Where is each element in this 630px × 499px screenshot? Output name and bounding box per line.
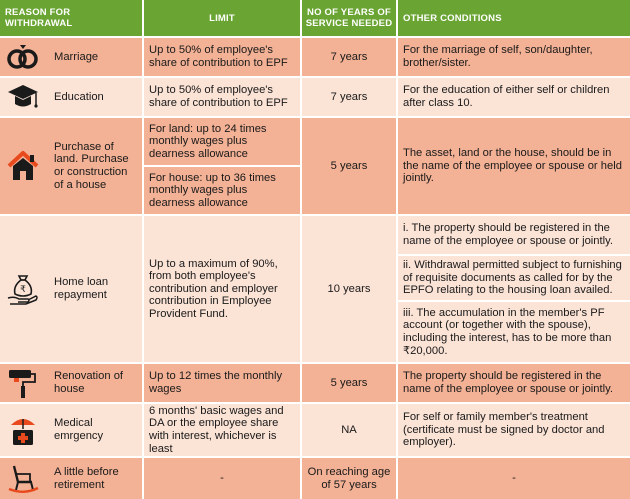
row-renovation-limit: Up to 12 times the monthly wages (144, 364, 300, 402)
reason-label: Medical emrgency (54, 417, 104, 442)
row-homeloan-years: 10 years (302, 216, 396, 362)
row-retirement-limit: - (144, 458, 300, 499)
row-medical-reason (0, 404, 142, 456)
row-retirement-years: On reaching age of 57 years (302, 458, 396, 499)
header-conditions: OTHER CONDITIONS (398, 0, 630, 36)
reason-label: Home loan repayment (54, 276, 109, 301)
row-homeloan-condition-3: iii. The accumulation in the member's PF account (or together with the spouse), including the interest, has to be more than ₹20,000. (398, 302, 630, 362)
row-homeloan-condition-1: i. The property should be registered in the name of the employee or spouse or jointly. (398, 216, 630, 254)
row-purchase-limit-land: For land: up to 24 times monthly wages plus dearness allowance (144, 118, 300, 165)
row-education-limit: Up to 50% of employee's share of contribution to EPF (144, 78, 300, 116)
reason-label: A little before retirement (54, 465, 119, 491)
row-marriage-years: 7 years (302, 38, 396, 76)
row-homeloan-reason (0, 216, 142, 362)
row-purchase-limit-house: For house: up to 36 times monthly wages plus dearness allowance (144, 167, 300, 214)
row-marriage-limit: Up to 50% of employee's share of contribution to EPF (144, 38, 300, 76)
row-purchase-conditions: The asset, land or the house, should be in the name of the employee or spouse or held jointly. (398, 118, 630, 214)
header-reason: REASON FOR WITHDRAWAL (0, 0, 142, 36)
row-purchase-years: 5 years (302, 118, 396, 214)
row-marriage-reason (0, 38, 142, 76)
rupee-money-bag-icon (6, 272, 40, 306)
medical-kit-umbrella-icon (6, 413, 40, 447)
row-retirement-conditions: - (398, 458, 630, 499)
row-renovation-reason (0, 364, 142, 402)
row-homeloan-condition-2: ii. Withdrawal permitted subject to furnishing of requisite documents as called for by the EPFO relating to the housing loan availed. (398, 256, 630, 300)
wedding-rings-icon (6, 40, 40, 74)
reason-label: Marriage (54, 50, 99, 63)
row-medical-limit: 6 months' basic wages and DA or the employee share with interest, whichever is least (144, 404, 300, 456)
row-medical-conditions: For self or family member's treatment (certificate must be signed by doctor and employer). (398, 404, 630, 456)
reason-label: Renovation of house (54, 370, 124, 395)
rocking-chair-icon (6, 462, 40, 496)
row-homeloan-limit: Up to a maximum of 90%, from both employee's contribution and employer contribution in Employee Provident Fund. (144, 216, 300, 362)
graduation-cap-icon (6, 80, 40, 114)
row-education-reason (0, 78, 142, 116)
row-retirement-reason (0, 458, 142, 499)
svg-text:₹: ₹ (20, 285, 26, 295)
header-limit: LIMIT (144, 0, 300, 36)
header-years: NO OF YEARS OF SERVICE NEEDED (302, 0, 396, 36)
row-education-conditions: For the education of either self or children after class 10. (398, 78, 630, 116)
row-medical-years: NA (302, 404, 396, 456)
row-purchase-reason (0, 118, 142, 214)
row-renovation-conditions: The property should be registered in the name of the employee or spouse or jointly. (398, 364, 630, 402)
reason-label: Education (54, 90, 104, 103)
row-education-years: 7 years (302, 78, 396, 116)
house-icon (6, 149, 40, 183)
reason-label: Purchase of land. Purchase or construction of a house (54, 140, 129, 191)
row-renovation-years: 5 years (302, 364, 396, 402)
paint-roller-icon (6, 366, 40, 400)
row-marriage-conditions: For the marriage of self, son/daughter, brother/sister. (398, 38, 630, 76)
